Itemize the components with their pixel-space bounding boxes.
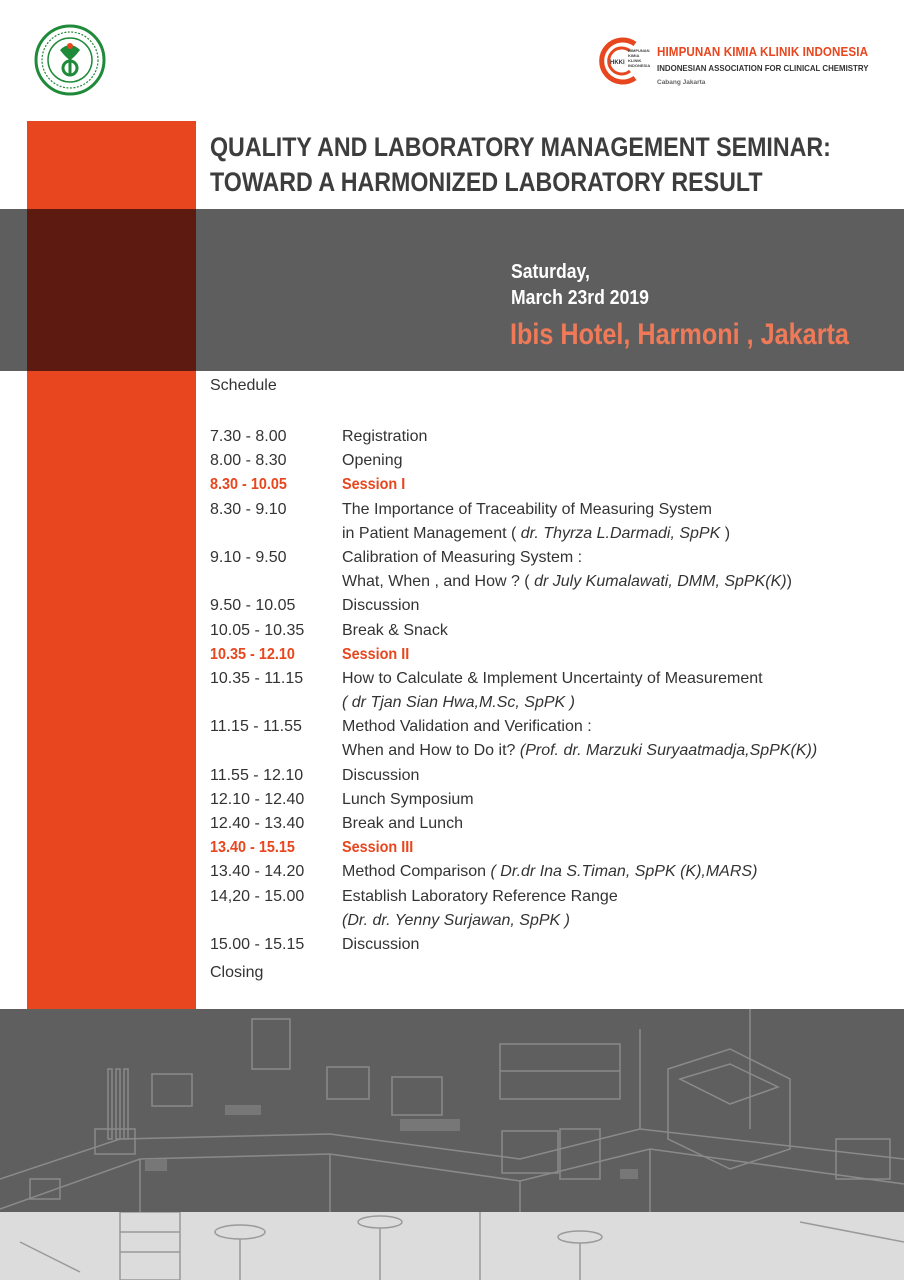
schedule-session-row xyxy=(210,839,900,863)
schedule-description xyxy=(342,428,427,446)
schedule-row xyxy=(210,694,900,718)
schedule-description xyxy=(342,839,413,857)
schedule-topic: Discussion xyxy=(342,597,420,615)
event-venue: Ibis Hotel, Harmoni , Jakarta xyxy=(510,318,849,351)
schedule-description xyxy=(342,815,463,833)
schedule-description xyxy=(342,767,419,785)
schedule-time: 13.40 - 15.15 xyxy=(210,839,295,857)
schedule-description xyxy=(342,742,817,760)
schedule-row xyxy=(210,888,900,912)
schedule-time: 11.55 - 12.10 xyxy=(210,766,304,784)
schedule-description xyxy=(342,936,419,954)
schedule-session-row xyxy=(210,476,900,500)
schedule-row xyxy=(210,863,900,887)
schedule-time: 10.35 - 12.10 xyxy=(210,645,295,663)
schedule-description xyxy=(342,912,570,930)
schedule-description xyxy=(342,476,405,494)
schedule-description xyxy=(342,791,474,809)
schedule-row xyxy=(210,573,900,597)
schedule-topic: Session I xyxy=(342,476,406,494)
schedule-topic: Establish Laboratory Reference Range xyxy=(342,887,618,905)
schedule-topic: The Importance of Traceability of Measuring System xyxy=(342,500,712,518)
schedule-topic: Discussion xyxy=(342,766,420,784)
schedule-topic: Calibration of Measuring System : xyxy=(342,548,583,566)
schedule-description xyxy=(342,573,792,591)
accent-bar-overlap xyxy=(27,209,196,371)
schedule-speaker: (Prof. dr. Marzuki Suryaatmadja,SpPK(K)) xyxy=(519,742,818,760)
title-line-2: TOWARD A HARMONIZED LABORATORY RESULT xyxy=(210,167,763,197)
schedule-speaker: dr July Kumalawati, DMM, SpPK(K) xyxy=(534,573,787,591)
schedule-description xyxy=(342,670,763,688)
schedule-session-row xyxy=(210,646,900,670)
schedule-row xyxy=(210,791,900,815)
schedule-description xyxy=(342,718,592,736)
schedule-topic: Registration xyxy=(342,428,428,445)
schedule-row xyxy=(210,767,900,791)
schedule-time: 10.35 - 11.15 xyxy=(210,669,304,687)
schedule-row xyxy=(210,428,900,452)
schedule-row xyxy=(210,622,900,646)
floor-area xyxy=(0,1212,904,1280)
schedule-row xyxy=(210,912,900,936)
schedule-topic: How to Calculate & Implement Uncertainty of Measurement xyxy=(342,669,763,687)
title-line-1: QUALITY AND LABORATORY MANAGEMENT SEMINAR: xyxy=(210,132,831,162)
schedule-row xyxy=(210,597,900,621)
schedule-time: 7.30 - 8.00 xyxy=(210,428,287,445)
schedule-row xyxy=(210,815,900,839)
organization-subtitle: INDONESIAN ASSOCIATION FOR CLINICAL CHEMISTRY xyxy=(657,63,869,73)
organization-branch: Cabang Jakarta xyxy=(657,79,706,86)
schedule-time: 13.40 - 14.20 xyxy=(210,863,305,881)
event-day: Saturday, xyxy=(511,261,590,283)
schedule-row xyxy=(210,549,900,573)
schedule-time: 9.50 - 10.05 xyxy=(210,597,296,615)
schedule-topic: Session II xyxy=(342,645,410,663)
schedule-time: 14,20 - 15.00 xyxy=(210,887,305,905)
schedule-description xyxy=(342,863,757,881)
schedule-time: 10.05 - 10.35 xyxy=(210,621,305,639)
association-emblem-icon xyxy=(34,24,106,96)
schedule-topic: Method Comparison xyxy=(342,863,491,881)
schedule-topic: in Patient Management ( xyxy=(342,524,521,542)
schedule-description xyxy=(342,525,730,543)
schedule-topic: Break & Snack xyxy=(342,621,448,639)
schedule-row xyxy=(210,936,900,960)
schedule-suffix: ) xyxy=(786,573,792,591)
schedule-description xyxy=(342,452,403,470)
schedule-time: 15.00 - 15.15 xyxy=(210,935,305,953)
schedule-description xyxy=(342,622,448,640)
schedule-speaker: ( Dr.dr Ina S.Timan, SpPK (K),MARS) xyxy=(490,863,758,881)
schedule-row xyxy=(210,452,900,476)
schedule-description xyxy=(342,549,582,567)
schedule-topic: Lunch Symposium xyxy=(342,790,474,808)
schedule-speaker: ( dr Tjan Sian Hwa,M.Sc, SpPK ) xyxy=(342,694,575,712)
schedule-description xyxy=(342,501,712,519)
schedule-row xyxy=(210,742,900,766)
schedule-speaker: (Dr. dr. Yenny Surjawan, SpPK ) xyxy=(342,911,570,929)
schedule-description xyxy=(342,694,575,712)
schedule-time: 8.30 - 9.10 xyxy=(210,500,287,518)
schedule-topic: Break and Lunch xyxy=(342,815,463,832)
organization-name: HIMPUNAN KIMIA KLINIK INDONESIA xyxy=(657,45,869,59)
schedule-topic: Discussion xyxy=(342,935,420,953)
schedule-time: 11.15 - 11.55 xyxy=(210,718,302,736)
schedule-time: 12.10 - 12.40 xyxy=(210,790,305,808)
schedule-time: 9.10 - 9.50 xyxy=(210,548,287,566)
svg-text:HKKI: HKKI xyxy=(610,60,625,66)
event-date: March 23rd 2019 xyxy=(511,287,649,309)
schedule-description xyxy=(342,646,409,664)
schedule-description xyxy=(342,597,419,615)
schedule-topic: When and How to Do it? xyxy=(342,742,520,760)
schedule-description xyxy=(342,888,618,906)
schedule-heading: Schedule xyxy=(210,377,277,394)
schedule-time: 8.00 - 8.30 xyxy=(210,452,287,470)
schedule-topic: What, When , and How ? ( xyxy=(342,573,535,591)
schedule-row xyxy=(210,670,900,694)
schedule-table xyxy=(210,428,900,960)
closing-item: Closing xyxy=(210,964,264,981)
schedule-topic: Session III xyxy=(342,839,414,857)
seminar-title xyxy=(210,130,831,200)
schedule-row xyxy=(210,718,900,742)
schedule-suffix: ) xyxy=(720,524,731,542)
schedule-speaker: dr. Thyrza L.Darmadi, SpPK xyxy=(520,524,721,542)
schedule-topic: Opening xyxy=(342,452,403,470)
schedule-topic: Method Validation and Verification : xyxy=(342,718,592,736)
schedule-row xyxy=(210,501,900,525)
schedule-row xyxy=(210,525,900,549)
schedule-time: 8.30 - 10.05 xyxy=(210,476,287,494)
schedule-time: 12.40 - 13.40 xyxy=(210,815,305,832)
logo-small-text: HIMPUNAN KIMIA KLINIK INDONESIA xyxy=(628,48,651,68)
